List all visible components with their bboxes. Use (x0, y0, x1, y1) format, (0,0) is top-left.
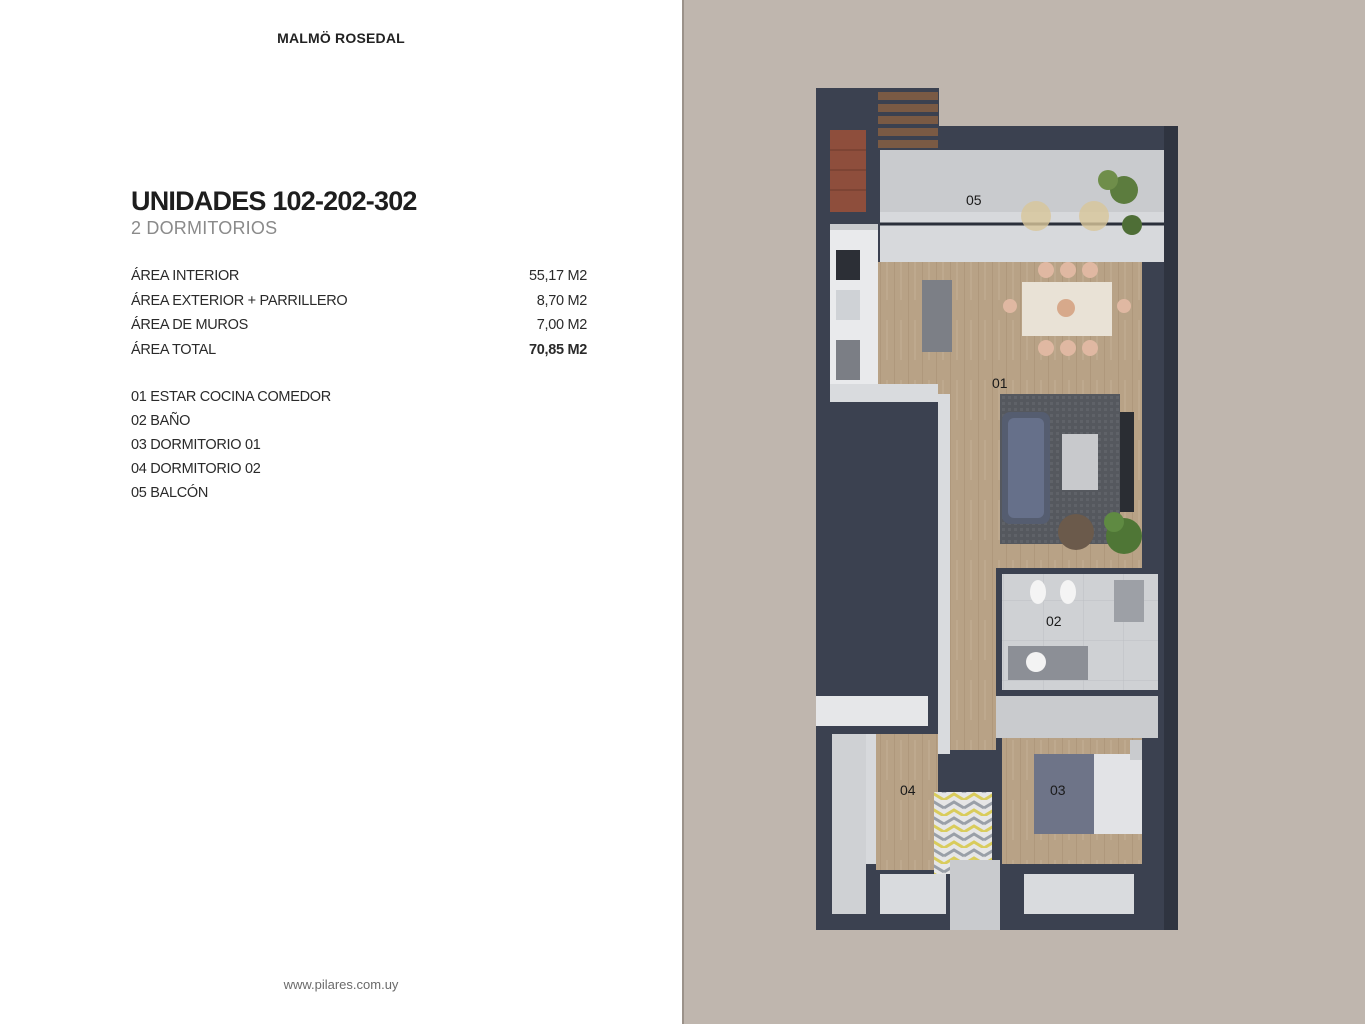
area-table (131, 264, 587, 362)
plan-label-04: 04 (900, 782, 916, 798)
brand-title: MALMÖ ROSEDAL (277, 30, 405, 46)
room-item: 03 DORMITORIO 01 (131, 437, 261, 453)
area-value: 7,00 M2 (536, 317, 587, 333)
area-label: ÁREA EXTERIOR + PARRILLERO (131, 292, 348, 309)
area-label: ÁREA DE MUROS (131, 317, 248, 333)
bbq-brick (830, 130, 866, 212)
unit-title: UNIDADES 102-202-302 (131, 186, 417, 216)
plan-label-01: 01 (992, 375, 1008, 391)
area-row-walls (131, 313, 587, 338)
info-panel (0, 0, 682, 1024)
area-value: 70,85 M2 (528, 341, 587, 358)
area-row-exterior (131, 289, 587, 314)
area-label: ÁREA INTERIOR (131, 268, 240, 284)
room-item: 01 ESTAR COCINA COMEDOR (131, 389, 331, 405)
room-item: 02 BAÑO (131, 413, 191, 429)
floor-plan-panel (682, 0, 1365, 1024)
area-row-interior (131, 264, 587, 289)
room-04-bedroom (876, 734, 938, 870)
area-label: ÁREA TOTAL (131, 341, 216, 358)
room-item: 05 BALCÓN (131, 485, 209, 501)
floor-plan-image (684, 0, 1365, 1024)
plan-label-05: 05 (966, 192, 982, 208)
area-value: 8,70 M2 (536, 292, 587, 309)
plan-label-03: 03 (1050, 782, 1066, 798)
room-list (131, 385, 331, 505)
area-row-total (131, 338, 587, 363)
plan-label-02: 02 (1046, 613, 1062, 629)
website-link[interactable]: www.pilares.com.uy (283, 977, 399, 992)
room-item: 04 DORMITORIO 02 (131, 461, 261, 477)
unit-subtitle: 2 DORMITORIOS (131, 218, 278, 238)
area-value: 55,17 M2 (528, 268, 587, 284)
